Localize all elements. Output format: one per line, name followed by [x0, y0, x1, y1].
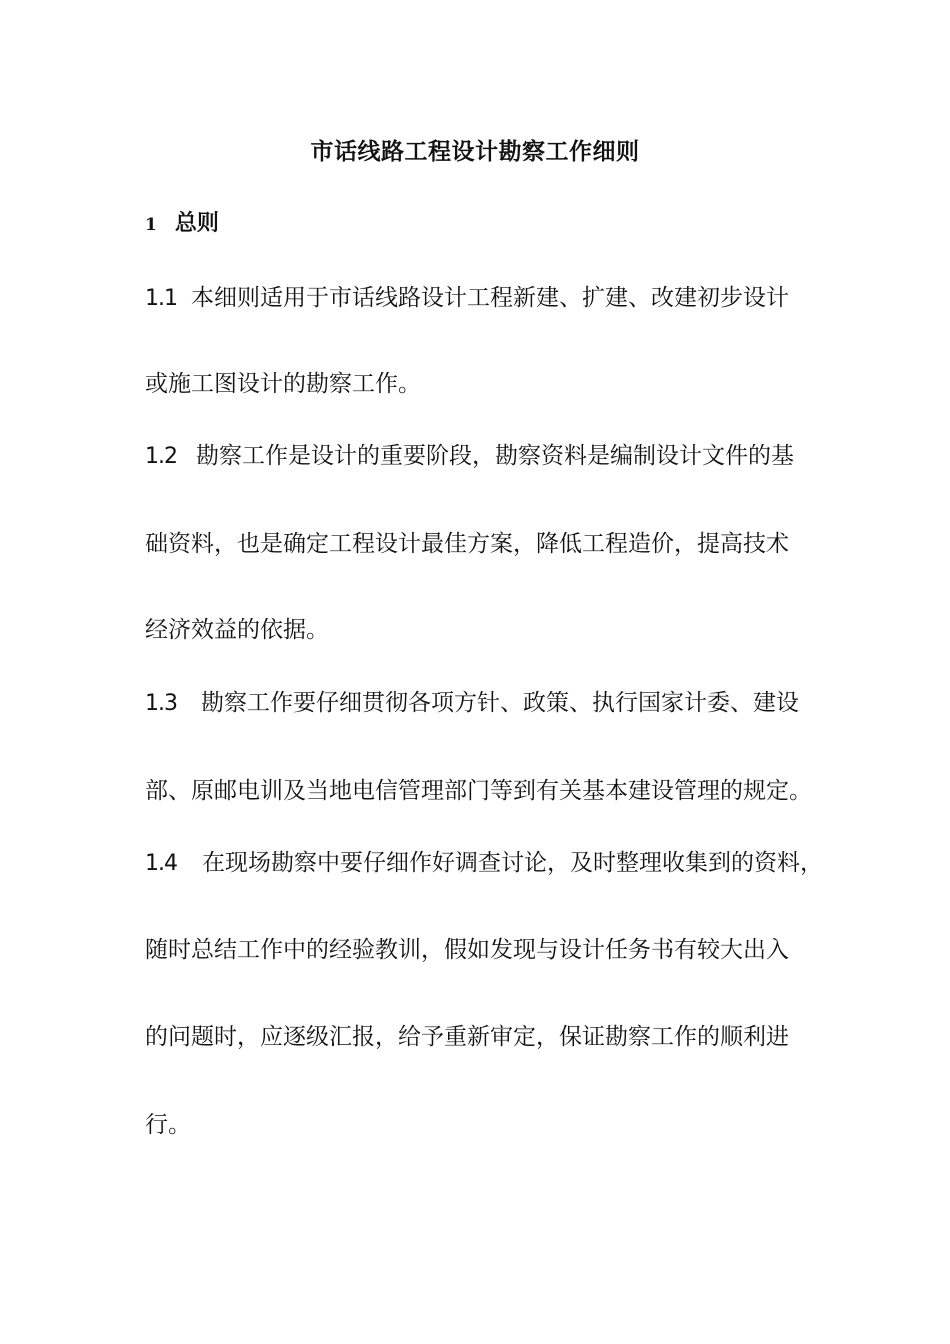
document-title: 市话线路工程设计勘察工作细则 [310, 139, 640, 165]
clause-number: 1.4 [145, 851, 177, 876]
clause-text: 勘察工作是设计的重要阶段，勘察资料是编制设计文件的基 [196, 443, 794, 469]
clause-1-4-line-1 [145, 847, 823, 880]
section-title: 总则 [174, 211, 219, 236]
clause-1-4-line-3: 的问题时，应逐级汇报，给予重新审定，保证勘察工作的顺利进 [145, 1024, 789, 1050]
clause-1-2-line-2: 础资料，也是确定工程设计最佳方案，降低工程造价，提高技术 [145, 531, 789, 557]
clause-1-4-line-4: 行。 [145, 1112, 191, 1138]
clause-number: 1.2 [145, 444, 177, 469]
clause-1-4-line-2: 随时总结工作中的经验教训，假如发现与设计任务书有较大出入 [145, 937, 789, 963]
clause-number: 1.1 [145, 286, 177, 311]
clause-1-1-line-1 [145, 282, 789, 315]
clause-1-3-line-2: 部、原邮电训及当地电信管理部门等到有关基本建设管理的规定。 [145, 778, 812, 804]
section-heading [145, 208, 219, 241]
clause-number: 1.3 [145, 691, 177, 716]
clause-text: 在现场勘察中要仔细作好调查讨论，及时整理收集到的资料， [202, 850, 823, 876]
section-number: 1 [145, 215, 157, 235]
clause-text: 本细则适用于市话线路设计工程新建、扩建、改建初步设计 [191, 285, 789, 311]
clause-1-1-line-2: 或施工图设计的勘察工作。 [145, 371, 421, 397]
clause-text: 勘察工作要仔细贯彻各项方针、政策、执行国家计委、建设 [201, 690, 799, 716]
clause-1-2-line-3: 经济效益的依据。 [145, 617, 329, 643]
clause-1-2-line-1 [145, 440, 794, 473]
clause-1-3-line-1 [145, 687, 799, 720]
